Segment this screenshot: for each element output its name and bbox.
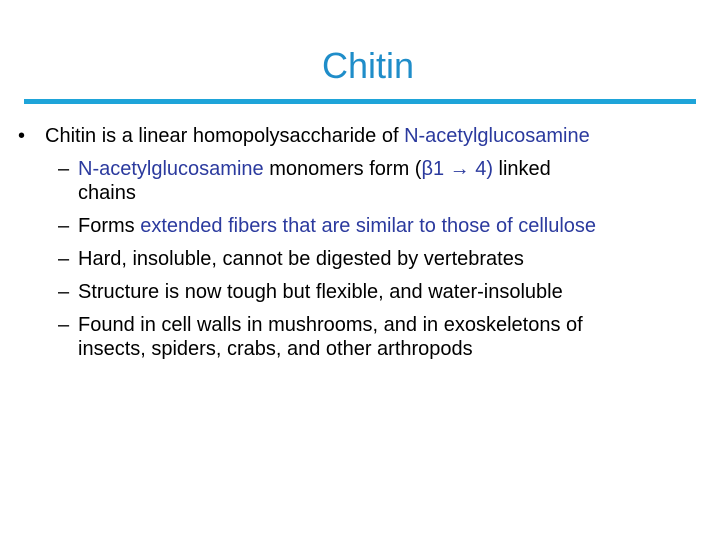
slide-content: [18, 124, 708, 370]
sub-bullet-structure: [18, 280, 708, 304]
dash-icon: –: [58, 314, 70, 336]
linkage-notation: β1 → 4): [421, 158, 493, 180]
sub-bullet-text: [78, 280, 708, 304]
sub-bullet-line-1: [78, 157, 708, 181]
main-bullet-text-start: Chitin is a linear homopolysaccharide of: [45, 125, 405, 147]
monomer-text-end: linked: [492, 158, 551, 180]
sub-bullet-line-1: Found in cell walls in mushrooms, and in exoskeletons of: [78, 314, 583, 336]
sub-bullet-list: [18, 157, 708, 361]
fibers-highlight: extended fibers that are similar to those of cellulose: [140, 215, 597, 237]
main-bullet-text: [45, 124, 708, 148]
sub-bullet-monomers: [18, 157, 708, 205]
title-divider: [24, 99, 696, 104]
bullet-icon: •: [18, 125, 26, 147]
sub-bullet-line-1: Hard, insoluble, cannot be digested by vertebrates: [78, 248, 524, 270]
monomer-highlight: N-acetylglucosamine: [78, 158, 264, 180]
sub-bullet-line-2: chains: [78, 182, 136, 204]
slide-title: Chitin: [321, 45, 415, 86]
sub-bullet-line-1: Structure is now tough but flexible, and water-insoluble: [78, 281, 563, 303]
sub-bullet-text: [78, 313, 708, 361]
sub-bullet-line-1: [78, 214, 708, 238]
sub-bullet-text: [78, 214, 708, 238]
dash-icon: –: [58, 158, 70, 180]
sub-bullet-line-2: insects, spiders, crabs, and other arthropods: [78, 338, 473, 360]
monomer-text: monomers form (: [263, 158, 422, 180]
main-bullet: [18, 124, 708, 148]
dash-icon: –: [58, 281, 70, 303]
dash-icon: –: [58, 215, 70, 237]
main-bullet-highlight: N-acetylglucosamine: [404, 125, 590, 147]
sub-bullet-text: [78, 247, 708, 271]
sub-bullet-hard: [18, 247, 708, 271]
dash-icon: –: [58, 248, 70, 270]
sub-bullet-text: [78, 157, 708, 205]
fibers-text: Forms: [78, 215, 141, 237]
sub-bullet-found: [18, 313, 708, 361]
sub-bullet-fibers: [18, 214, 708, 238]
